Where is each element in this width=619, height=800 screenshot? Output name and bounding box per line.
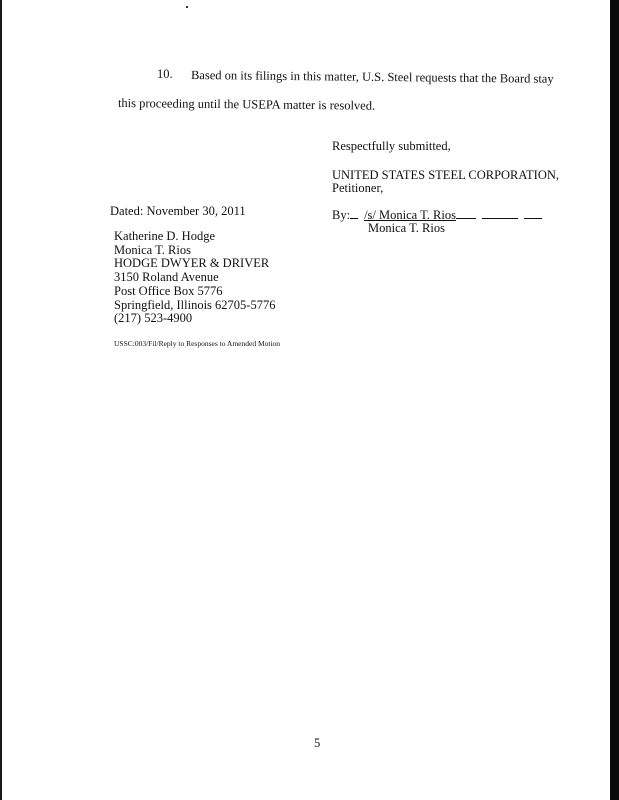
page-number: 5 (314, 736, 321, 750)
scan-border-right (610, 0, 619, 800)
scan-border-left (0, 0, 2, 800)
counsel-line: Post Office Box 5776 (114, 283, 223, 298)
electronic-signature: /s/ Monica T. Rios (364, 208, 456, 222)
counsel-line: HODGE DWYER & DRIVER (114, 256, 270, 271)
file-reference: USSC:003/Fil/Reply to Responses to Amended Motion (114, 339, 281, 348)
corporation-name: UNITED STATES STEEL CORPORATION, (332, 168, 560, 182)
signature-rule (482, 217, 518, 219)
paragraph-number: 10. (157, 67, 173, 81)
by-label: By: (332, 208, 351, 222)
counsel-line: (217) 523-4900 (114, 311, 193, 326)
signature-rule (456, 217, 476, 219)
scan-speck (186, 6, 188, 8)
closing-salutation: Respectfully submitted, (332, 139, 451, 153)
signature-rule (524, 217, 542, 219)
counsel-line: Monica T. Rios (114, 242, 191, 257)
counsel-line: Springfield, Illinois 62705-5776 (114, 297, 276, 312)
date-line: Dated: November 30, 2011 (110, 204, 246, 218)
counsel-line: Katherine D. Hodge (114, 229, 216, 243)
party-role: Petitioner, (332, 181, 384, 195)
signer-name: Monica T. Rios (368, 221, 445, 235)
signature-rule (350, 217, 358, 219)
paragraph-text-line-2: this proceeding until the USEPA matter is resolved. (117, 96, 376, 113)
counsel-address-block (114, 230, 275, 326)
counsel-line: 3150 Roland Avenue (114, 270, 219, 285)
paragraph-text-line-1: Based on its filings in this matter, U.S. Steel requests that the Board stay (190, 68, 554, 86)
